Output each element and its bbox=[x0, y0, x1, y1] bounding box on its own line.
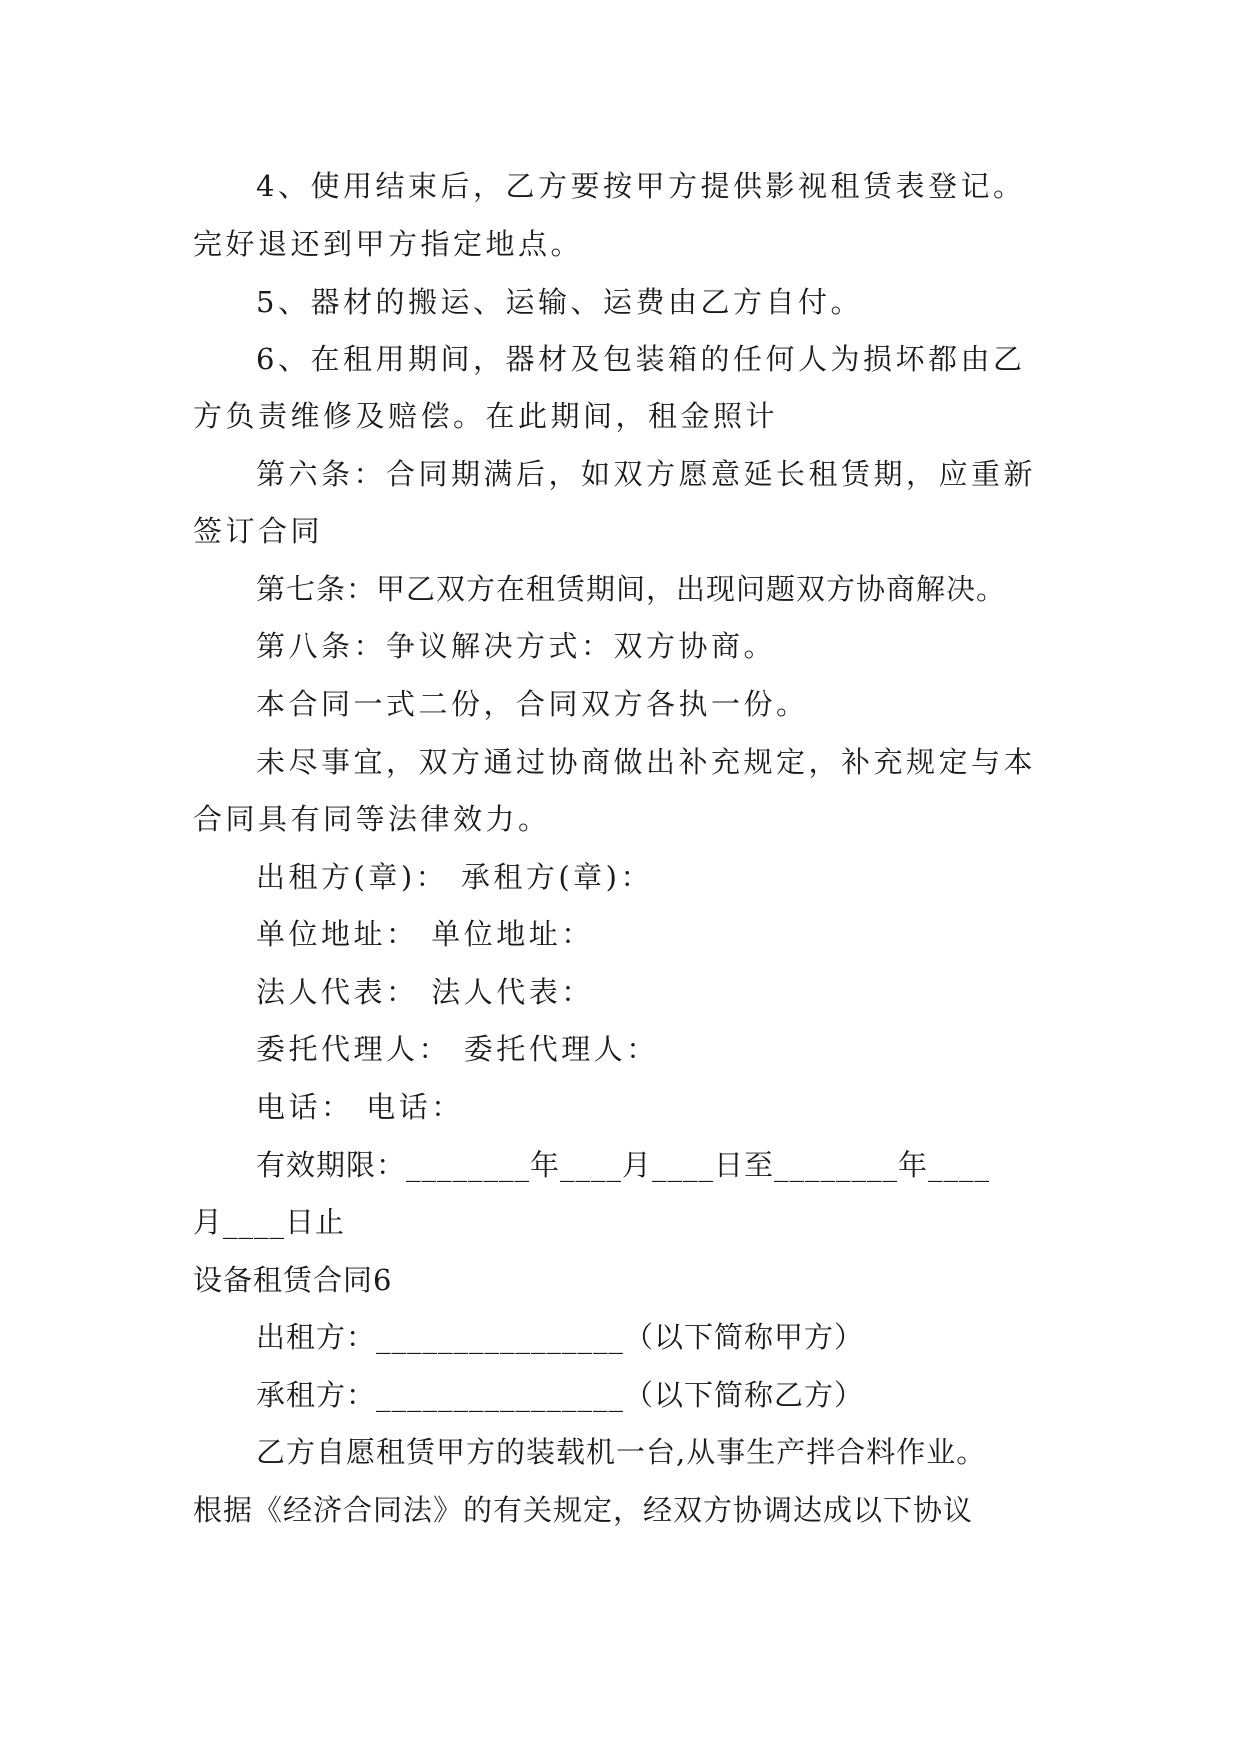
clause-6-line-2: 方负责维修及赔偿。在此期间，租金照计 bbox=[193, 399, 779, 433]
intro-line-1: 乙方自愿租赁甲方的装载机一台,从事生产拌合料作业。 bbox=[256, 1435, 987, 1469]
article-6-line-1: 第六条：合同期满后，如双方愿意延长租赁期，应重新 bbox=[256, 457, 1037, 491]
lessor-line: 出租方：________________（以下简称甲方） bbox=[256, 1320, 865, 1354]
clause-4-line-2: 完好退还到甲方指定地点。 bbox=[193, 227, 584, 261]
article-6-line-2: 签订合同 bbox=[193, 514, 324, 548]
clause-6-line-1: 6、在租用期间，器材及包装箱的任何人为损坏都由乙 bbox=[256, 342, 1026, 376]
supplement-clause-line-1: 未尽事宜，双方通过协商做出补充规定，补充规定与本 bbox=[256, 745, 1037, 779]
signature-phone-line: 电话： 电话： bbox=[256, 1090, 464, 1124]
validity-period-line-2: 月____日止 bbox=[193, 1205, 346, 1239]
lessee-line: 承租方：________________（以下简称乙方） bbox=[256, 1378, 865, 1412]
article-8: 第八条：争议解决方式：双方协商。 bbox=[256, 629, 777, 663]
validity-period-line-1: 有效期限：________年____月____日至________年____ bbox=[256, 1148, 991, 1182]
intro-line-2: 根据《经济合同法》的有关规定，经双方协调达成以下协议 bbox=[193, 1493, 974, 1527]
section-title: 设备租赁合同6 bbox=[193, 1263, 393, 1297]
article-7: 第七条：甲乙双方在租赁期间，出现问题双方协商解决。 bbox=[256, 572, 1007, 606]
signature-seal-line: 出租方(章)： 承租方(章)： bbox=[256, 860, 653, 894]
signature-address-line: 单位地址： 单位地址： bbox=[256, 917, 594, 951]
signature-agent-line: 委托代理人： 委托代理人： bbox=[256, 1032, 659, 1066]
copies-clause: 本合同一式二份，合同双方各执一份。 bbox=[256, 687, 809, 721]
signature-legal-rep-line: 法人代表： 法人代表： bbox=[256, 975, 594, 1009]
clause-5: 5、器材的搬运、运输、运费由乙方自付。 bbox=[256, 285, 863, 319]
supplement-clause-line-2: 合同具有同等法律效力。 bbox=[193, 802, 551, 836]
clause-4-line-1: 4、使用结束后，乙方要按甲方提供影视租赁表登记。 bbox=[256, 169, 1026, 203]
